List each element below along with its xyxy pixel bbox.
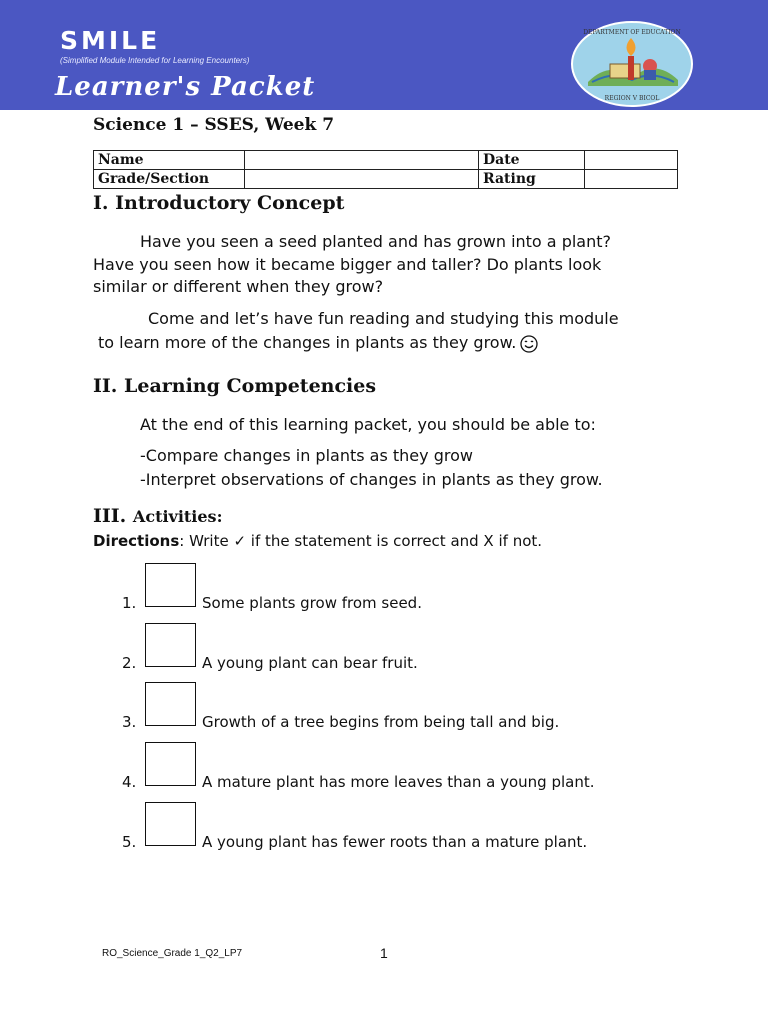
competency-1: -Compare changes in plants as they grow <box>140 446 473 465</box>
grade-section-label: Grade/Section <box>94 170 245 189</box>
activity-item <box>120 682 720 732</box>
activities-number: III. <box>93 505 127 527</box>
footer-code: RO_Science_Grade 1_Q2_LP7 <box>102 948 243 959</box>
deped-seal-icon <box>570 20 695 108</box>
activity-item <box>120 623 720 673</box>
brand-tagline: (Simplified Module Intended for Learning Encounters) <box>60 56 250 65</box>
date-field[interactable] <box>585 151 678 170</box>
page-number: 1 <box>380 945 388 961</box>
item-statement: Some plants grow from seed. <box>202 594 422 612</box>
answer-box[interactable] <box>145 742 196 786</box>
item-number: 3. <box>122 713 137 731</box>
date-label: Date <box>479 151 585 170</box>
section-heading-introductory: I. Introductory Concept <box>93 192 345 214</box>
intro-para2-line-2: to learn more of the changes in plants as they grow. <box>98 333 517 352</box>
item-statement: A young plant can bear fruit. <box>202 654 418 672</box>
item-statement: Growth of a tree begins from being tall and big. <box>202 713 560 731</box>
activities-title: Activities: <box>132 507 223 526</box>
section-heading-competencies: II. Learning Competencies <box>93 375 377 397</box>
subject-title: Science 1 – SSES, Week 7 <box>93 115 335 135</box>
rating-field[interactable] <box>585 170 678 189</box>
rating-label: Rating <box>479 170 585 189</box>
activity-item <box>120 742 720 792</box>
grade-section-field[interactable] <box>245 170 479 189</box>
seal-text-bottom: REGION V BICOL <box>604 95 660 102</box>
item-number: 1. <box>122 594 137 612</box>
brand-title: SMILE <box>60 26 161 55</box>
section-heading-activities <box>93 505 222 527</box>
directions-label: Directions <box>93 532 180 550</box>
competency-2: -Interpret observations of changes in plants as they grow. <box>140 470 603 489</box>
item-statement: A young plant has fewer roots than a mature plant. <box>202 833 588 851</box>
directions-text: : Write ✓ if the statement is correct and X if not. <box>179 532 543 550</box>
info-row-name <box>94 151 678 170</box>
intro-line-2: Have you seen how it became bigger and taller? Do plants look <box>93 255 602 274</box>
smiley-face-icon <box>520 335 538 353</box>
answer-box[interactable] <box>145 563 196 607</box>
header-banner <box>0 0 768 110</box>
answer-box[interactable] <box>145 623 196 667</box>
info-table <box>93 150 678 189</box>
activity-item <box>120 563 720 613</box>
answer-box[interactable] <box>145 802 196 846</box>
intro-line-1: Have you seen a seed planted and has grown into a plant? <box>140 232 612 251</box>
intro-para2-line-2-wrap <box>98 331 538 354</box>
directions <box>93 532 542 550</box>
intro-para2-line-1: Come and let’s have fun reading and studying this module <box>148 309 619 328</box>
seal-text-top: DEPARTMENT OF EDUCATION <box>583 29 681 36</box>
item-statement: A mature plant has more leaves than a young plant. <box>202 773 595 791</box>
item-number: 4. <box>122 773 137 791</box>
intro-line-3: similar or different when they grow? <box>93 277 384 296</box>
packet-title: Learner's Packet <box>55 72 316 102</box>
answer-box[interactable] <box>145 682 196 726</box>
name-field[interactable] <box>245 151 479 170</box>
activity-item <box>120 802 720 852</box>
name-label: Name <box>94 151 245 170</box>
item-number: 2. <box>122 654 137 672</box>
info-row-grade <box>94 170 678 189</box>
competency-intro: At the end of this learning packet, you should be able to: <box>140 415 596 434</box>
item-number: 5. <box>122 833 137 851</box>
